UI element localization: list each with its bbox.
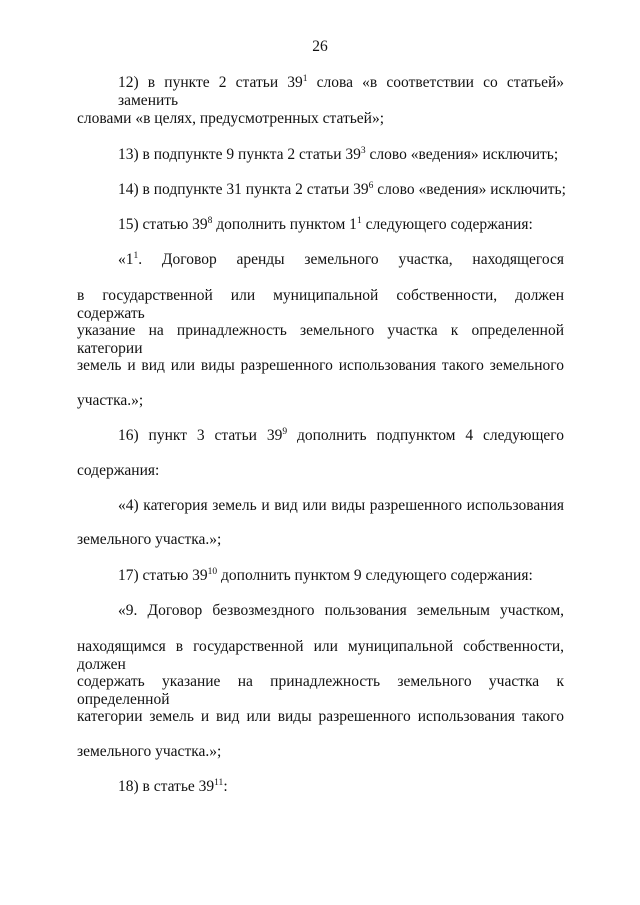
text-line — [118, 497, 564, 515]
text-segment: в государственной или муниципальной собственности, должен содержать — [77, 287, 564, 322]
superscript: 1 — [356, 216, 362, 226]
text-segment: следующего содержания: — [361, 216, 533, 233]
text-line — [77, 708, 564, 726]
text-line — [118, 778, 564, 796]
text-segment: «1 — [118, 251, 134, 268]
text-segment: дополнить пунктом 9 следующего содержания: — [217, 567, 533, 584]
text-segment: категории земель и вид или виды разрешенного использования такого — [77, 708, 564, 725]
text-segment: 17) статью 39 — [118, 567, 208, 584]
text-segment: 13) в подпункте 9 пункта 2 статьи 39 — [118, 146, 361, 163]
text-line — [118, 251, 564, 269]
text-line — [118, 216, 564, 234]
text-segment: участка.»; — [77, 392, 144, 409]
text-segment: 14) в подпункте 31 пункта 2 статьи 39 — [118, 181, 369, 198]
text-segment: словами «в целях, предусмотренных статьей»; — [77, 110, 385, 127]
page-number: 26 — [312, 38, 328, 55]
text-segment: слово «ведения» исключить; — [373, 181, 566, 198]
superscript: 9 — [282, 427, 288, 437]
text-segment: «4) категория земель и вид или виды разрешенного использования — [118, 497, 564, 514]
superscript: 3 — [360, 146, 366, 156]
text-line — [77, 531, 564, 549]
text-segment: находящимся в государственной или муниципальной собственности, должен — [77, 638, 564, 673]
text-segment: 12) в пункте 2 статьи 39 — [118, 74, 303, 91]
text-line — [77, 322, 564, 358]
text-line — [118, 567, 564, 585]
text-segment: . Договор аренды земельного участка, находящегося — [138, 251, 564, 268]
text-line — [118, 427, 564, 445]
superscript: 1 — [302, 74, 308, 84]
text-line — [118, 146, 564, 164]
text-line — [77, 673, 564, 709]
text-line — [77, 743, 564, 761]
text-segment: указание на принадлежность земельного участка к определенной категории — [77, 322, 564, 357]
text-line — [118, 74, 564, 110]
text-segment: 16) пункт 3 статьи 39 — [118, 427, 283, 444]
text-segment: 18) в статье 39 — [118, 778, 215, 795]
text-line — [118, 602, 564, 620]
superscript: 6 — [368, 181, 374, 191]
text-segment: земельного участка.»; — [77, 743, 222, 760]
text-segment: : — [223, 778, 228, 795]
text-line — [77, 392, 564, 410]
text-line — [77, 110, 564, 128]
superscript: 11 — [214, 778, 224, 788]
text-segment: «9. Договор безвозмездного пользования земельным участком, — [118, 602, 564, 619]
text-segment: слова «в соответствии со статьей» заменить — [118, 74, 564, 109]
text-segment: дополнить подпунктом 4 следующего — [287, 427, 565, 444]
text-segment: земельного участка.»; — [77, 531, 222, 548]
text-line — [77, 638, 564, 674]
superscript: 8 — [207, 216, 213, 226]
text-line — [118, 181, 564, 199]
text-segment: дополнить пунктом 1 — [212, 216, 357, 233]
text-line — [77, 287, 564, 323]
text-segment: содержания: — [77, 462, 160, 479]
text-segment: земель и вид или виды разрешенного использования такого земельного — [77, 357, 564, 374]
text-line — [77, 462, 564, 480]
text-segment: 15) статью 39 — [118, 216, 208, 233]
text-segment: слово «ведения» исключить; — [365, 146, 559, 163]
text-line — [77, 357, 564, 375]
text-segment: содержать указание на принадлежность земельного участка к определенной — [77, 673, 564, 708]
superscript: 10 — [207, 567, 218, 577]
superscript: 1 — [133, 251, 139, 261]
